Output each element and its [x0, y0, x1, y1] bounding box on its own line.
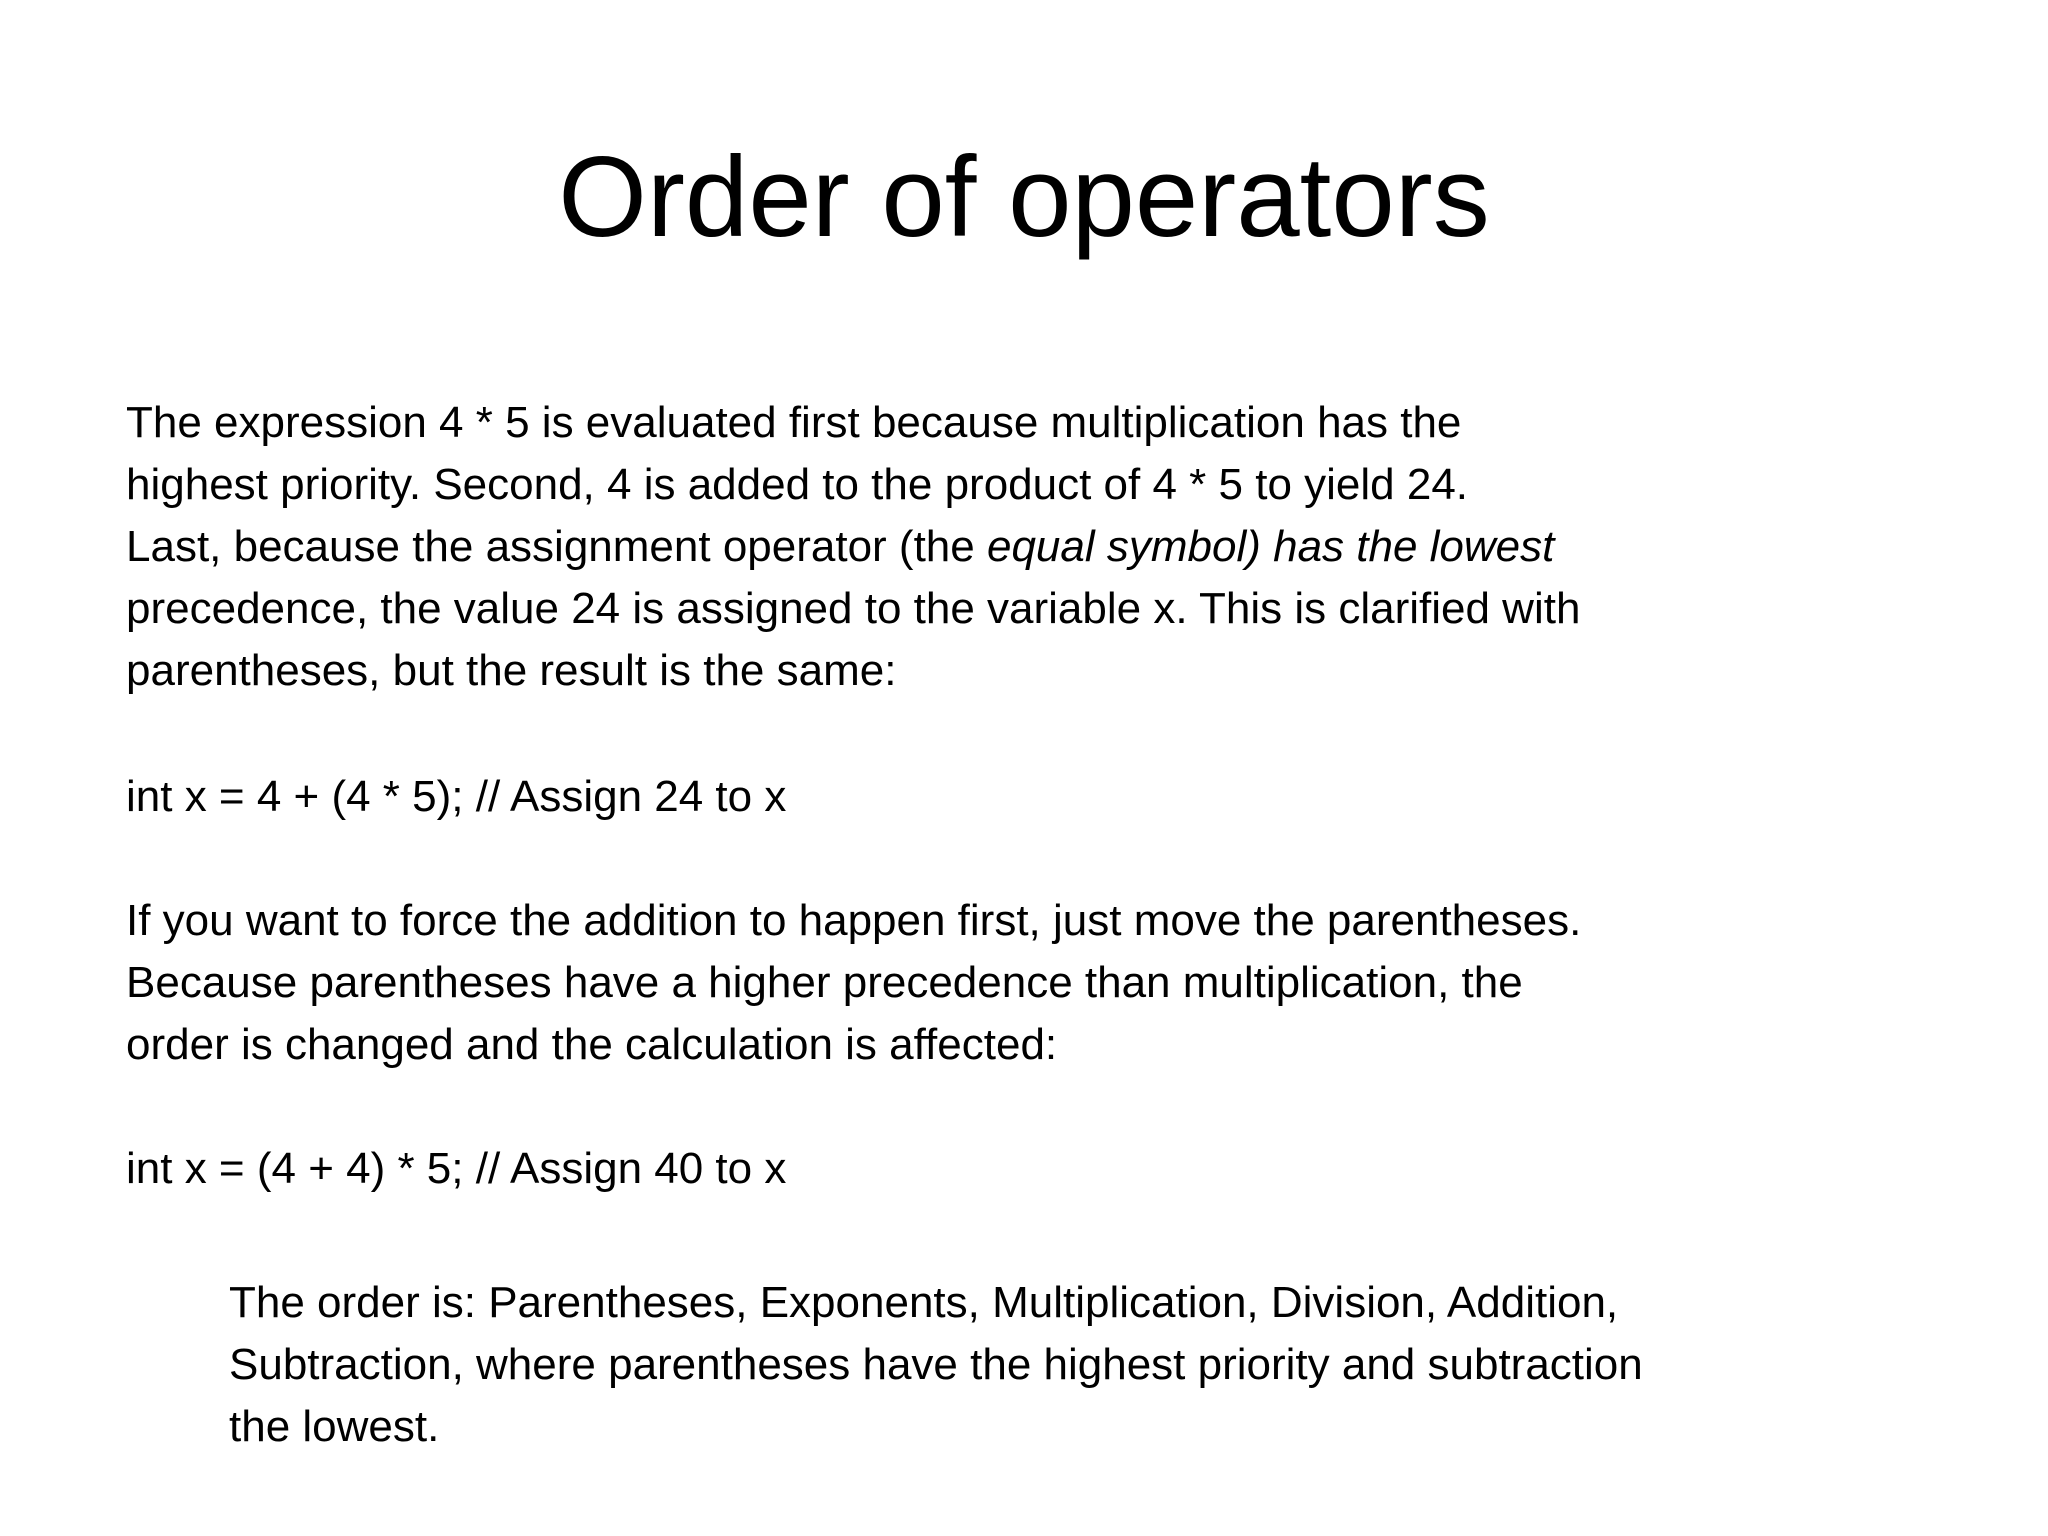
paragraph-line: If you want to force the addition to happen first, just move the parentheses. [126, 896, 1582, 945]
code-example-1: int x = 4 + (4 * 5); // Assign 24 to x [126, 772, 787, 821]
paragraph-line: The expression 4 * 5 is evaluated first because multiplication has the [126, 398, 1462, 447]
paragraph-line [126, 516, 1966, 578]
slide-title: Order of operators [558, 134, 1490, 261]
order-summary-note [229, 1272, 1643, 1458]
note-line: Subtraction, where parentheses have the highest priority and subtraction [229, 1340, 1643, 1389]
paragraph-line: order is changed and the calculation is affected: [126, 1020, 1058, 1069]
note-line: the lowest. [229, 1402, 440, 1451]
paragraph-text: Last, because the assignment operator (the [126, 522, 987, 571]
paragraph-line: precedence, the value 24 is assigned to the variable x. This is clarified with [126, 584, 1581, 633]
explanation-paragraph [126, 392, 1966, 702]
code-example-2: int x = (4 + 4) * 5; // Assign 40 to x [126, 1144, 787, 1193]
paragraph-line: highest priority. Second, 4 is added to the product of 4 * 5 to yield 24. [126, 460, 1469, 509]
paragraph-line: parentheses, but the result is the same: [126, 646, 897, 695]
emphasized-text: equal symbol) has the lowest [986, 522, 1555, 571]
force-addition-paragraph [126, 890, 1966, 1076]
note-line: The order is: Parentheses, Exponents, Multiplication, Division, Addition, [229, 1278, 1619, 1327]
paragraph-line: Because parentheses have a higher precedence than multiplication, the [126, 958, 1523, 1007]
